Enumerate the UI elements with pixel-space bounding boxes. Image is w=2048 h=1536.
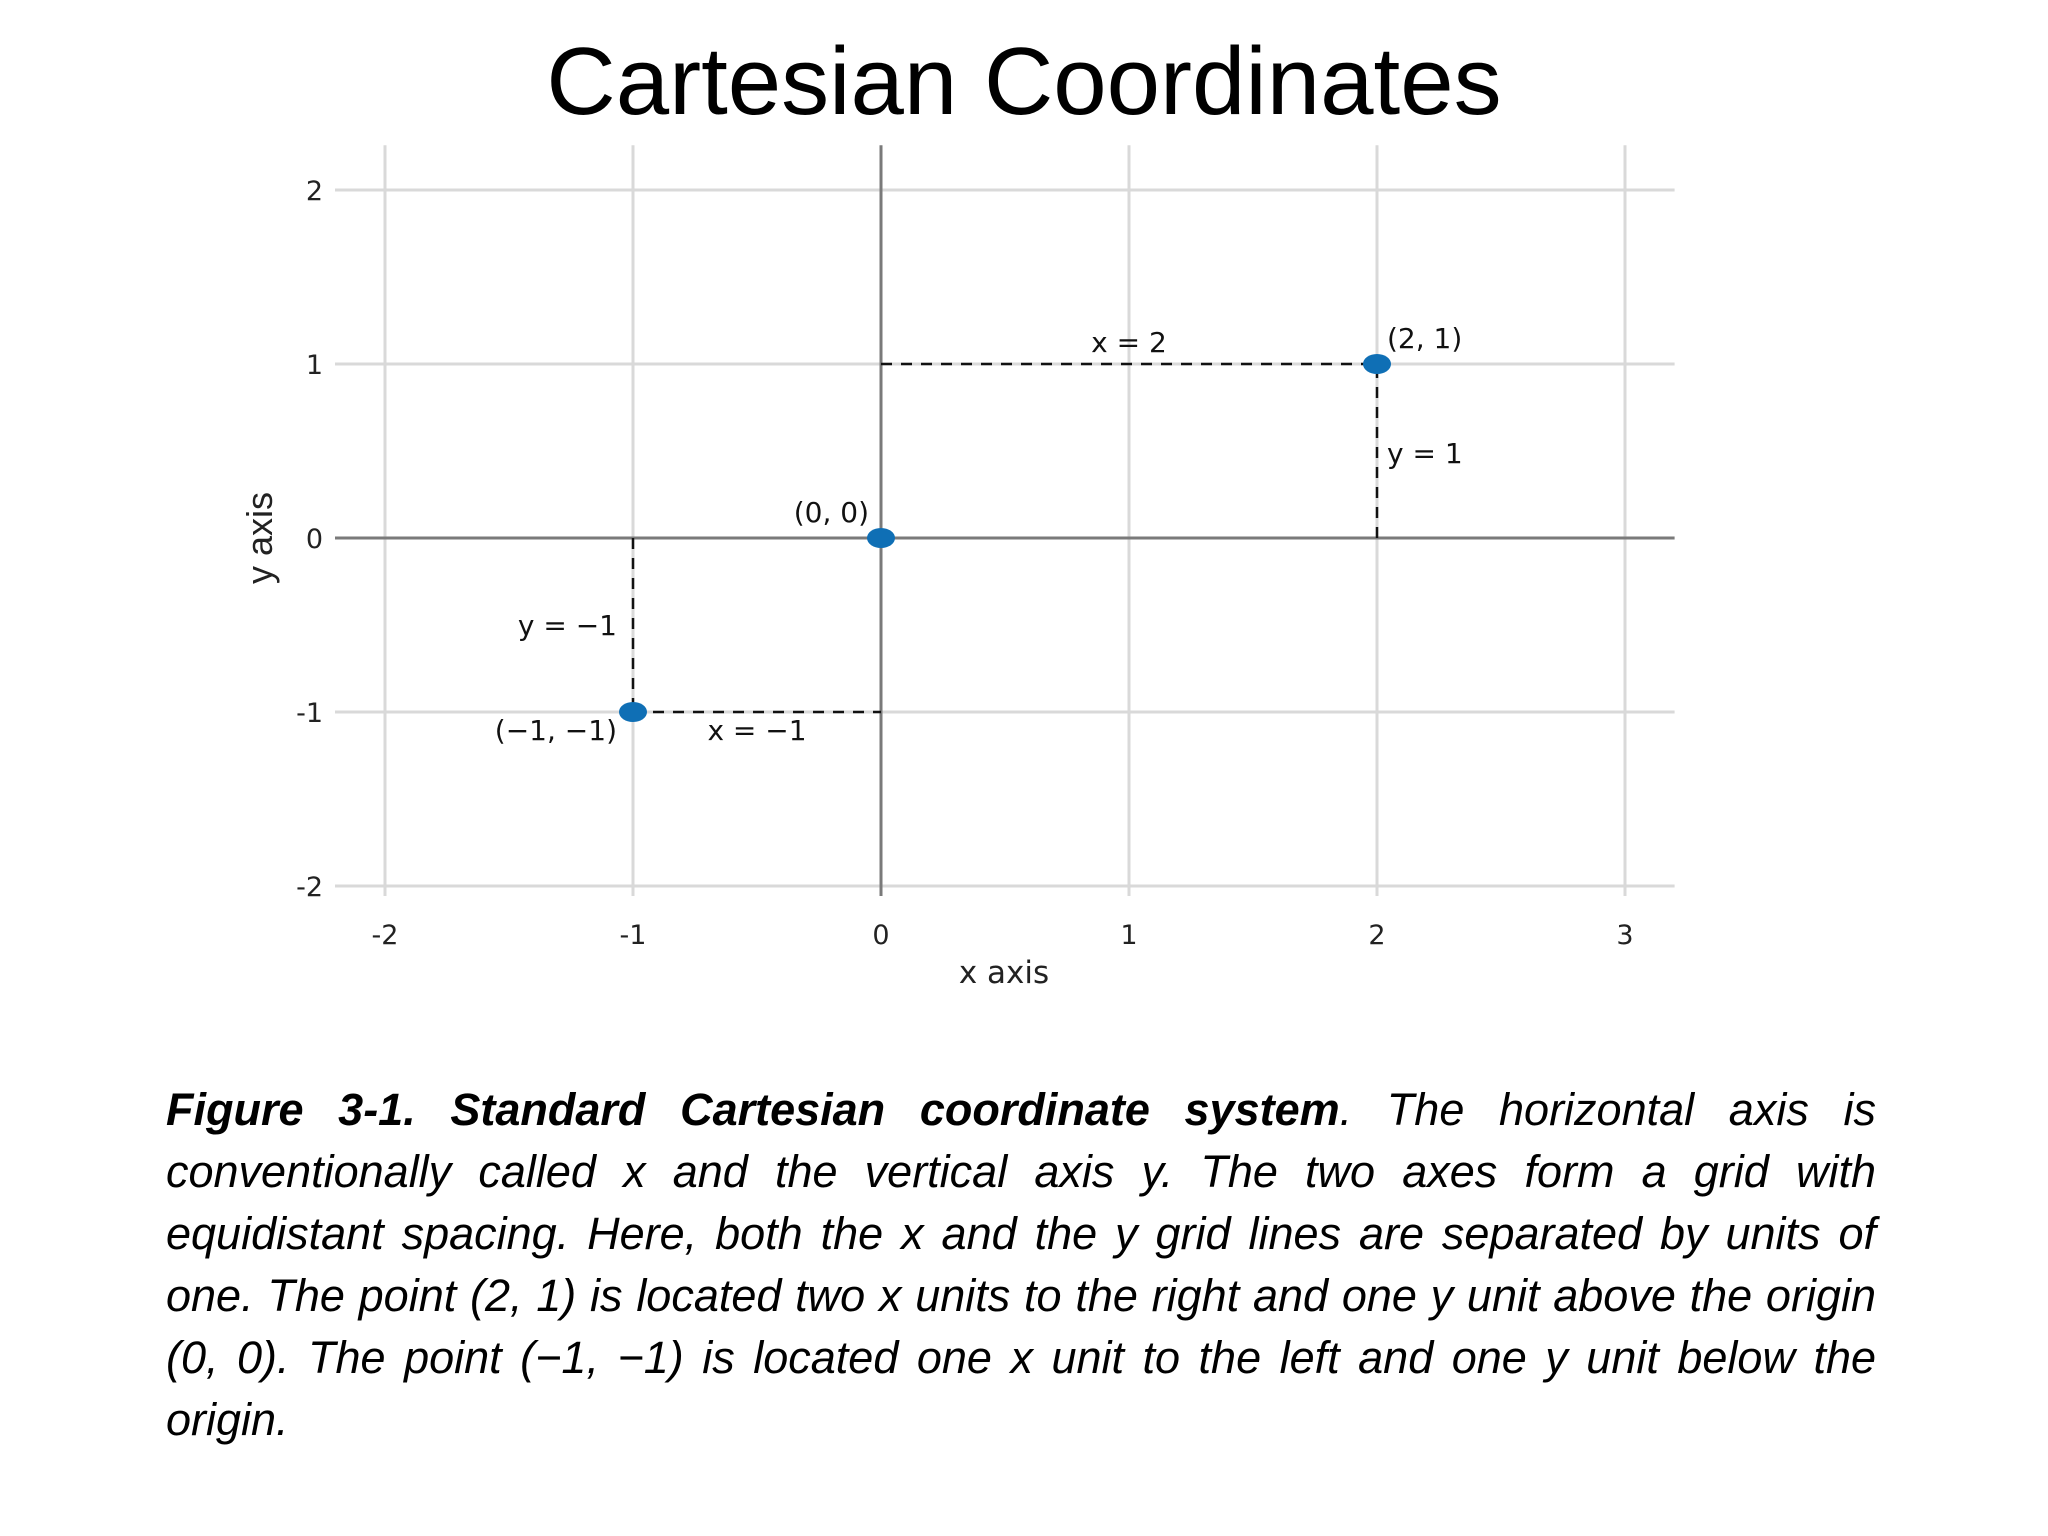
- x-tick-label: -2: [371, 920, 399, 951]
- x-tick-label: -1: [619, 920, 647, 951]
- x-axis-title: x axis: [958, 955, 1050, 991]
- data-point: [619, 702, 647, 722]
- caption-lead: Figure 3-1. Standard Cartesian coordinate system: [166, 1084, 1340, 1135]
- grid-layer: [335, 145, 1675, 896]
- figure-caption: [166, 1079, 1876, 1451]
- x-tick-label: 3: [1616, 920, 1634, 951]
- y-tick-label: 0: [305, 524, 323, 555]
- y-tick-label: 1: [305, 350, 323, 381]
- y-tick-label: -2: [296, 872, 323, 903]
- guide-label: x = −1: [707, 714, 807, 747]
- point-label: (−1, −1): [494, 714, 617, 747]
- axes-layer: [335, 145, 1675, 896]
- labels-layer: [296, 176, 1634, 951]
- data-point: [1363, 354, 1391, 374]
- guide-label: y = −1: [517, 609, 617, 642]
- caption-body: . The horizontal axis is conventionally called x and the vertical axis y. The two axes form a grid with equidistant spacing. Here, both the x and the y grid lines are separated by units of one. The point (2, 1) is located two x units to the right and one y unit above the origin (0, 0). The point (−1, −1) is located one x unit to the left and one y unit below the origin.: [166, 1084, 1876, 1445]
- x-tick-label: 0: [872, 920, 890, 951]
- y-axis-title: y axis: [239, 491, 280, 585]
- data-point: [867, 528, 895, 548]
- x-tick-label: 2: [1368, 920, 1386, 951]
- y-tick-label: 2: [305, 176, 323, 207]
- point-label: (2, 1): [1387, 322, 1463, 355]
- slide-title: Cartesian Coordinates: [546, 28, 1502, 135]
- x-tick-label: 1: [1120, 920, 1138, 951]
- y-tick-label: -1: [296, 698, 323, 729]
- guide-label: x = 2: [1091, 326, 1167, 359]
- guide-label: y = 1: [1387, 437, 1463, 470]
- point-label: (0, 0): [793, 496, 869, 529]
